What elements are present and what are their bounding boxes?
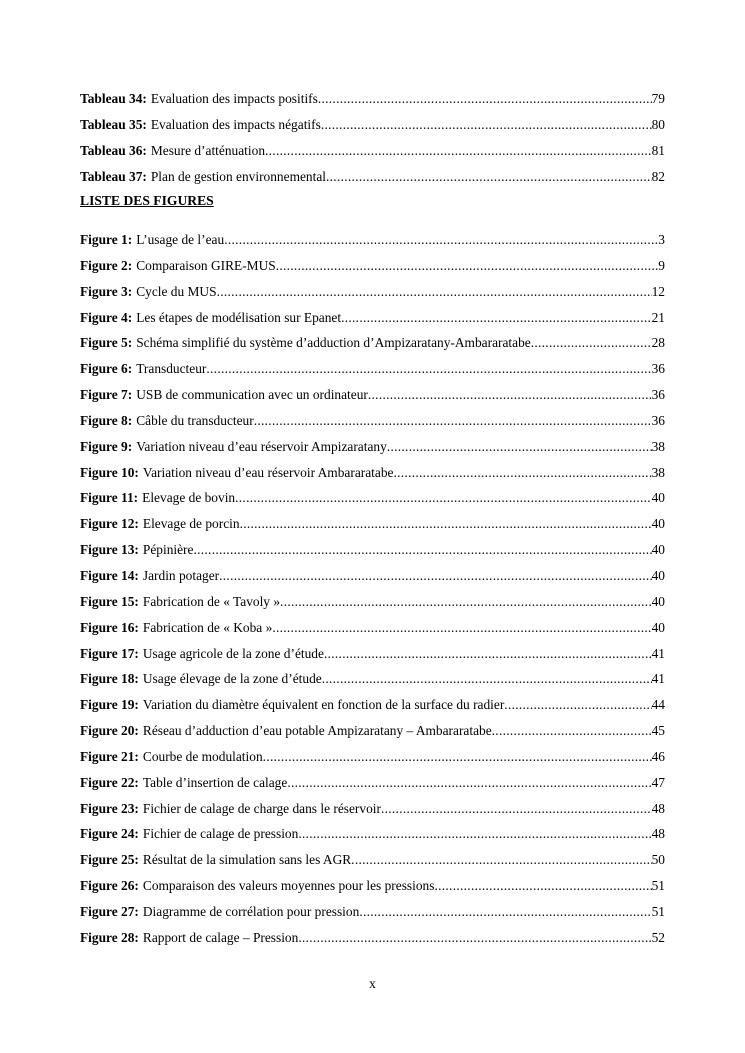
entry-page-number: 40 xyxy=(651,619,665,635)
figure-entry[interactable] xyxy=(80,515,665,532)
entry-page-number: 3 xyxy=(658,232,665,247)
entry-title: Elevage de porcin xyxy=(142,516,240,532)
entry-title: Comparaison GIRE-MUS xyxy=(136,257,276,273)
entry-title: Réseau d’adduction d’eau potable Ampizaratany – Ambararatabe xyxy=(142,723,492,739)
entry-page-number: 36 xyxy=(651,412,665,428)
list-of-tables xyxy=(80,90,665,194)
entry-title: Fabrication de « Koba » xyxy=(142,619,273,635)
entry-title: Fichier de calage de charge dans le réservoir xyxy=(142,800,381,816)
entry-page-number: 81 xyxy=(651,143,665,158)
entry-title: Variation niveau d’eau réservoir Ampizaratany xyxy=(136,438,387,454)
entry-label: Figure 13: xyxy=(80,542,139,558)
entry-page-number: 21 xyxy=(651,309,665,325)
dot-leader xyxy=(265,142,652,159)
entry-label: Figure 3: xyxy=(80,283,133,299)
entry-page-number: 79 xyxy=(651,91,665,106)
figure-entry[interactable] xyxy=(80,800,665,817)
entry-page-number: 51 xyxy=(651,903,665,919)
figure-entry[interactable] xyxy=(80,257,665,274)
dot-leader xyxy=(298,929,651,946)
entry-page-number: 36 xyxy=(651,387,665,403)
entry-page-number: 28 xyxy=(651,335,665,351)
table-entry[interactable] xyxy=(80,142,665,159)
figure-entry[interactable] xyxy=(80,696,665,713)
figure-entry[interactable] xyxy=(80,438,665,455)
entry-page-number: 40 xyxy=(651,567,665,583)
entry-label: Figure 4: xyxy=(80,309,133,325)
entry-title: Elevage de bovin xyxy=(142,490,236,506)
entry-title: Evaluation des impacts positifs xyxy=(150,91,318,106)
figure-entry[interactable] xyxy=(80,929,665,946)
entry-label: Figure 1: xyxy=(80,232,133,247)
dot-leader xyxy=(272,619,651,636)
page-number: x xyxy=(369,976,376,991)
figure-entry[interactable] xyxy=(80,231,665,248)
entry-label: Tableau 36: xyxy=(80,143,147,158)
entry-label: Figure 15: xyxy=(80,593,139,609)
entry-page-number: 46 xyxy=(651,748,665,764)
figure-entry[interactable] xyxy=(80,541,665,558)
dot-leader xyxy=(240,515,652,532)
entry-title: Usage élevage de la zone d’étude xyxy=(142,671,322,687)
dot-leader xyxy=(359,903,651,920)
dot-leader xyxy=(263,748,652,765)
entry-label: Figure 6: xyxy=(80,361,133,377)
entry-title: Variation du diamètre équivalent en fonction de la surface du radier xyxy=(142,697,505,713)
entry-title: Transducteur xyxy=(136,361,207,377)
figure-entry[interactable] xyxy=(80,851,665,868)
entry-title: Jardin potager xyxy=(142,567,220,583)
entry-page-number: 45 xyxy=(651,723,665,739)
dot-leader xyxy=(531,334,652,351)
entry-page-number: 41 xyxy=(651,645,665,661)
table-entry[interactable] xyxy=(80,168,665,185)
entry-page-number: 52 xyxy=(651,929,665,945)
entry-title: Câble du transducteur xyxy=(136,412,254,428)
figure-entry[interactable] xyxy=(80,722,665,739)
entry-page-number: 40 xyxy=(651,516,665,532)
entry-title: Evaluation des impacts négatifs xyxy=(150,117,321,132)
figure-entry[interactable] xyxy=(80,489,665,506)
entry-label: Tableau 34: xyxy=(80,91,147,106)
entry-title: Résultat de la simulation sans les AGR xyxy=(142,852,352,868)
entry-page-number: 47 xyxy=(651,774,665,790)
dot-leader xyxy=(318,90,652,107)
entry-page-number: 12 xyxy=(651,283,665,299)
entry-label: Figure 17: xyxy=(80,645,139,661)
entry-page-number: 48 xyxy=(651,800,665,816)
entry-label: Figure 20: xyxy=(80,723,139,739)
entry-label: Figure 23: xyxy=(80,800,139,816)
entry-label: Figure 24: xyxy=(80,826,139,842)
entry-page-number: 36 xyxy=(651,361,665,377)
table-entry[interactable] xyxy=(80,116,665,133)
entry-title: Plan de gestion environnemental xyxy=(150,169,327,184)
figure-entry[interactable] xyxy=(80,774,665,791)
figure-entry[interactable] xyxy=(80,283,665,300)
entry-label: Figure 10: xyxy=(80,464,139,480)
entry-title: Mesure d’atténuation xyxy=(150,143,266,158)
dot-leader xyxy=(322,670,652,687)
entry-title: Diagramme de corrélation pour pression xyxy=(142,903,360,919)
entry-title: USB de communication avec un ordinateur xyxy=(136,387,368,403)
entry-page-number: 48 xyxy=(651,826,665,842)
entry-title: Fabrication de « Tavoly » xyxy=(142,593,281,609)
dot-leader xyxy=(381,800,652,817)
dot-leader xyxy=(235,489,651,506)
entry-title: Comparaison des valeurs moyennes pour les pressions xyxy=(142,878,435,894)
entry-label: Figure 19: xyxy=(80,697,139,713)
entry-page-number: 44 xyxy=(651,697,665,713)
dot-leader xyxy=(324,645,652,662)
dot-leader xyxy=(321,116,652,133)
entry-page-number: 40 xyxy=(651,490,665,506)
entry-label: Tableau 35: xyxy=(80,117,147,132)
entry-label: Figure 28: xyxy=(80,929,139,945)
entry-title: Cycle du MUS xyxy=(136,283,217,299)
entry-page-number: 50 xyxy=(651,852,665,868)
entry-label: Figure 18: xyxy=(80,671,139,687)
dot-leader xyxy=(298,825,651,842)
entry-label: Figure 7: xyxy=(80,387,133,403)
dot-leader xyxy=(434,877,651,894)
entry-title: Les étapes de modélisation sur Epanet xyxy=(136,309,342,325)
entry-title: Pépinière xyxy=(142,542,194,558)
entry-page-number: 9 xyxy=(658,257,665,273)
figure-entry[interactable] xyxy=(80,670,665,687)
dot-leader xyxy=(287,774,651,791)
entry-page-number: 51 xyxy=(651,878,665,894)
dot-leader xyxy=(219,567,651,584)
dot-leader xyxy=(193,541,651,558)
figure-entry[interactable] xyxy=(80,567,665,584)
dot-leader xyxy=(206,360,651,377)
figure-entry[interactable] xyxy=(80,748,665,765)
dot-leader xyxy=(276,257,659,274)
entry-title: Courbe de modulation xyxy=(142,748,263,764)
entry-label: Figure 9: xyxy=(80,438,133,454)
dot-leader xyxy=(341,309,652,326)
dot-leader xyxy=(217,283,652,300)
figures-heading: LISTE DES FIGURES xyxy=(80,193,214,208)
entry-label: Figure 11: xyxy=(80,490,139,506)
entry-label: Figure 21: xyxy=(80,748,139,764)
entry-title: Rapport de calage – Pression xyxy=(142,929,299,945)
figure-entry[interactable] xyxy=(80,593,665,610)
figure-entry[interactable] xyxy=(80,645,665,662)
dot-leader xyxy=(326,168,652,185)
figure-entry[interactable] xyxy=(80,412,665,429)
dot-leader xyxy=(254,412,652,429)
entry-page-number: 38 xyxy=(651,464,665,480)
dot-leader xyxy=(387,438,652,455)
entry-title: Usage agricole de la zone d’étude xyxy=(142,645,324,661)
table-entry[interactable] xyxy=(80,90,665,107)
entry-title: Fichier de calage de pression xyxy=(142,826,299,842)
figure-entry[interactable] xyxy=(80,309,665,326)
entry-page-number: 80 xyxy=(651,117,665,132)
figure-entry[interactable] xyxy=(80,877,665,894)
entry-title: Variation niveau d’eau réservoir Ambararatabe xyxy=(142,464,394,480)
figure-entry[interactable] xyxy=(80,619,665,636)
dot-leader xyxy=(280,593,652,610)
dot-leader xyxy=(393,464,651,481)
entry-label: Figure 26: xyxy=(80,878,139,894)
figure-entry[interactable] xyxy=(80,903,665,920)
entry-label: Figure 16: xyxy=(80,619,139,635)
entry-title: Schéma simplifié du système d’adduction d’Ampizaratany-Ambararatabe xyxy=(136,335,531,351)
entry-label: Figure 25: xyxy=(80,852,139,868)
entry-title: Table d’insertion de calage xyxy=(142,774,288,790)
entry-label: Figure 14: xyxy=(80,567,139,583)
entry-label: Figure 12: xyxy=(80,516,139,532)
entry-label: Figure 5: xyxy=(80,335,133,351)
entry-page-number: 40 xyxy=(651,542,665,558)
figure-entry[interactable] xyxy=(80,334,665,351)
entry-label: Figure 22: xyxy=(80,774,139,790)
figure-entry[interactable] xyxy=(80,386,665,403)
entry-label: Tableau 37: xyxy=(80,169,147,184)
entry-page-number: 40 xyxy=(651,593,665,609)
entry-page-number: 82 xyxy=(651,169,665,184)
dot-leader xyxy=(492,722,652,739)
entry-label: Figure 8: xyxy=(80,412,133,428)
dot-leader xyxy=(224,231,658,248)
figure-entry[interactable] xyxy=(80,825,665,842)
entry-page-number: 38 xyxy=(651,438,665,454)
dot-leader xyxy=(504,696,651,713)
figure-entry[interactable] xyxy=(80,360,665,377)
entry-title: L’usage de l’eau xyxy=(136,232,225,247)
dot-leader xyxy=(368,386,652,403)
dot-leader xyxy=(351,851,651,868)
entry-label: Figure 27: xyxy=(80,903,139,919)
figure-entry[interactable] xyxy=(80,464,665,481)
entry-page-number: 41 xyxy=(651,671,665,687)
entry-label: Figure 2: xyxy=(80,257,133,273)
list-of-figures xyxy=(80,231,665,955)
